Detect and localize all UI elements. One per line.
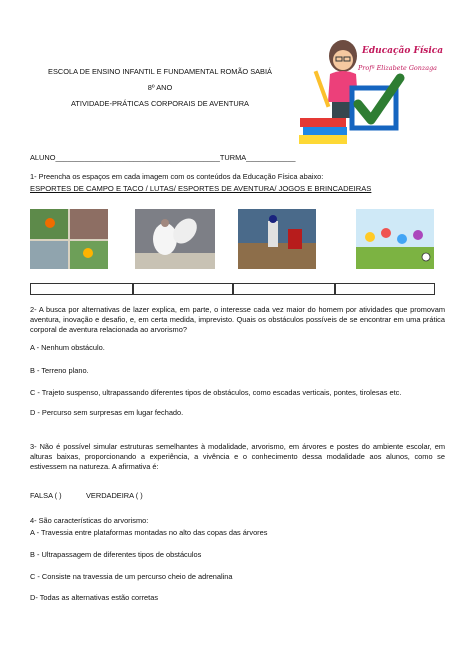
q4-prompt: 4- São características do arvorismo: bbox=[30, 516, 149, 525]
answer-box-3[interactable] bbox=[233, 283, 335, 295]
logo-subtitle: Profª Elizabete Gonzaga bbox=[358, 64, 437, 72]
school-name: ESCOLA DE ENSINO INFANTIL E FUNDAMENTAL ROMÃO SABIÁ bbox=[48, 67, 272, 76]
answer-box-2[interactable] bbox=[133, 283, 233, 295]
q4-option-c[interactable]: C - Consiste na travessia de um percurso cheio de adrenalina bbox=[30, 572, 233, 581]
book-icon bbox=[300, 118, 346, 127]
q1-options: ESPORTES DE CAMPO E TACO / LUTAS/ ESPORTES DE AVENTURA/ JOGOS E BRINCADEIRAS bbox=[30, 184, 372, 193]
image-judo-fight bbox=[135, 209, 215, 269]
q4-option-b[interactable]: B - Ultrapassagem de diferentes tipos de obstáculos bbox=[30, 550, 202, 559]
q2-prompt: 2- A busca por alternativas de lazer explica, em parte, o interesse cada vez maior do homem por atividades que promovam aventura, inovação e desafio, e, em certa medida, imprevisto. Quais os obstáculos possíveis de se encontrar em uma prática corporal de aventura relacionada ao arvorismo? bbox=[30, 305, 445, 334]
q2-option-c[interactable]: C - Trajeto suspenso, ultrapassando diferentes tipos de obstáculos, como escadas verticais, pontes, tirolesas etc. bbox=[30, 388, 402, 397]
q3-falsa[interactable]: FALSA ( ) bbox=[30, 491, 62, 500]
activity-title: ATIVIDADE-PRÁTICAS CORPORAIS DE AVENTURA bbox=[71, 99, 249, 108]
teacher-logo bbox=[296, 30, 446, 150]
grade: 8º ANO bbox=[147, 83, 173, 92]
q3-verdadeira[interactable]: VERDADEIRA ( ) bbox=[86, 491, 143, 500]
logo-title: Educação Física bbox=[362, 46, 444, 56]
q2-option-d[interactable]: D - Percurso sem surpresas em lugar fechado. bbox=[30, 408, 184, 417]
q4-option-d[interactable]: D- Todas as alternativas estão corretas bbox=[30, 593, 159, 602]
q1-prompt: 1- Preencha os espaços em cada imagem com os conteúdos da Educação Física abaixo: bbox=[30, 172, 324, 181]
q2-option-a[interactable]: A - Nenhum obstáculo. bbox=[30, 343, 105, 352]
student-line[interactable]: ALUNO________________________________________TURMA____________ bbox=[30, 153, 296, 162]
image-children-playing bbox=[356, 209, 434, 269]
q4-option-a[interactable]: A - Travessia entre plataformas montadas no alto das copas das árvores bbox=[30, 528, 268, 537]
answer-box-1[interactable] bbox=[30, 283, 133, 295]
q3-prompt: 3- Não é possível simular estruturas semelhantes à modalidade, arvorismo, em árvores e postes do ambiente escolar, em alturas baixas, proporcionando a experiência, a vivência e o conhecimento dessa modalidade aos alunos, como se estivessem na natureza. A afirmativa é: bbox=[30, 442, 445, 471]
q2-option-b[interactable]: B - Terreno plano. bbox=[30, 366, 89, 375]
image-baseball-game bbox=[238, 209, 316, 269]
answer-box-4[interactable] bbox=[335, 283, 435, 295]
image-adventure-collage bbox=[30, 209, 108, 269]
